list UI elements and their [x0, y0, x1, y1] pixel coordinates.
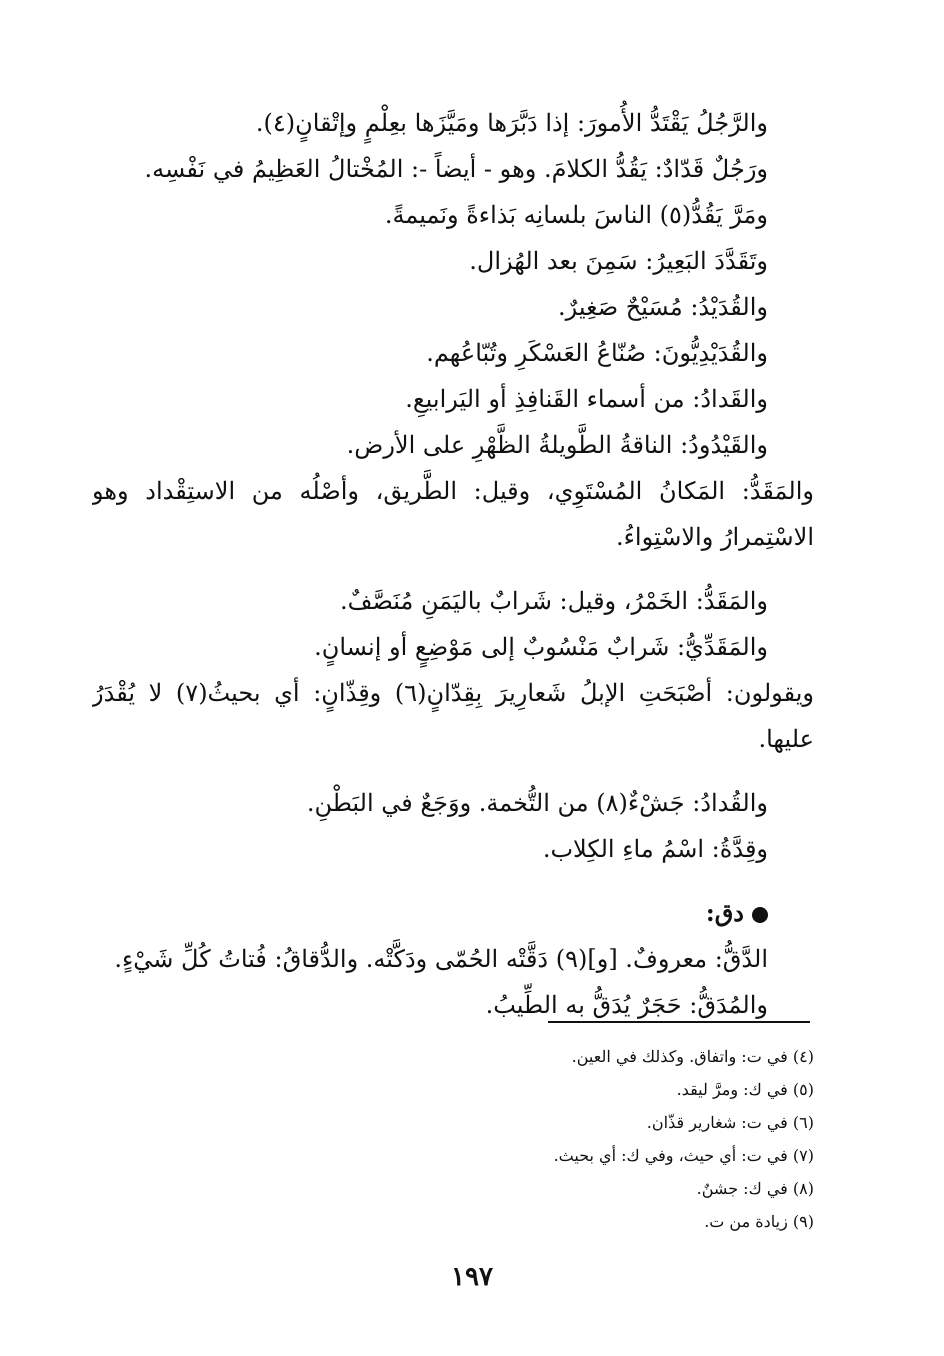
text-line: وتَقَدَّدَ البَعِيرُ: سَمِنَ بعد الهُزال.	[469, 247, 768, 275]
text-line: وقِدَّةُ: اسْمُ ماءِ الكِلاب.	[542, 835, 768, 863]
paragraph-gap	[92, 762, 814, 780]
footnote: (٩) زيادة من ت.	[704, 1212, 814, 1231]
footnote: (٥) في ك: ومرَّ ليقد.	[676, 1080, 814, 1099]
paragraph-gap	[92, 872, 814, 890]
text-line: والمَقَدُّ: الخَمْرُ، وقيل: شَرابٌ باليَمَنِ مُنَصَّفٌ.	[339, 587, 768, 615]
main-text	[92, 100, 814, 1028]
text-line: والرَّجُلُ يَقْتَدُّ الأُمورَ: إذا دَبَّرَها ومَيَّزَها بعِلْمٍ وإتْقانٍ(٤).	[255, 109, 768, 137]
text-line: ومَرَّ يَقُدُّ(٥) الناسَ بلسانِه بَذاءةً ونَميمةً.	[384, 201, 768, 229]
footnote-divider	[548, 1021, 810, 1023]
footnotes	[300, 1040, 814, 1238]
footnote: (٧) في ت: أي حيث، وفي ك: أي بحيث.	[553, 1146, 814, 1165]
bullet-icon	[752, 907, 768, 923]
text-line: والقَيْدُودُ: الناقةُ الطَّويلةُ الظَّهْرِ على الأرض.	[346, 431, 768, 459]
text-line: الاسْتِمرارُ والاسْتِواءُ.	[616, 523, 814, 551]
text-line: الدَّقُّ: معروفٌ. [و](٩) دَقَّتْه الحُمّى ودَكَّتْه. والدُّقاقُ: فُتاتُ كُلِّ شَيْءٍ.	[114, 945, 768, 973]
section-heading	[92, 890, 814, 936]
section-heading-text: دق:	[705, 898, 744, 927]
text-line: والقَدادُ: من أسماء القَنافِذِ أو اليَرابيعِ.	[405, 385, 768, 413]
page-number: ١٩٧	[451, 1262, 493, 1292]
text-line: والقُدَيْدُ: مُسَيْحٌ صَغِيرٌ.	[558, 293, 768, 321]
paragraph-gap	[92, 560, 814, 578]
footnote: (٤) في ت: واتفاق. وكذلك في العين.	[571, 1047, 814, 1066]
text-line: والمَقَدِّيُّ: شَرابٌ مَنْسُوبٌ إلى مَوْضِعٍ أو إنسانٍ.	[314, 633, 768, 661]
footnote: (٨) في ك: جشنٌ.	[696, 1179, 814, 1198]
text-line: والمَقَدُّ: المَكانُ المُسْتَوِي، وقيل: الطَّريق، وأصْلُه من الاستِقْداد وهو	[92, 477, 814, 505]
text-line: والمُدَقُّ: حَجَرٌ يُدَقُّ به الطِّيبُ.	[485, 991, 768, 1019]
text-line: عليها.	[758, 725, 814, 753]
text-line: ويقولون: أصْبَحَتِ الإبلُ شَعارِيرَ بِقِدّانٍ(٦) وقِذّانٍ: أي بحيثُ(٧) لا يُقْدَرُ	[92, 679, 814, 707]
text-line: ورَجُلٌ قَدّادٌ: يَقُدُّ الكلامَ. وهو - أيضاً -: المُخْتالُ العَظِيمُ في نَفْسِه.	[144, 155, 768, 183]
text-line: والقُدادُ: جَشْءٌ(٨) من التُّخمة. ووَجَعٌ في البَطْنِ.	[306, 789, 768, 817]
text-line: والقُدَيْدِيُّونَ: صُنّاعُ العَسْكَرِ وتُبّاعُهم.	[426, 339, 768, 367]
footnote: (٦) في ت: شغارير قذّان.	[646, 1113, 814, 1132]
